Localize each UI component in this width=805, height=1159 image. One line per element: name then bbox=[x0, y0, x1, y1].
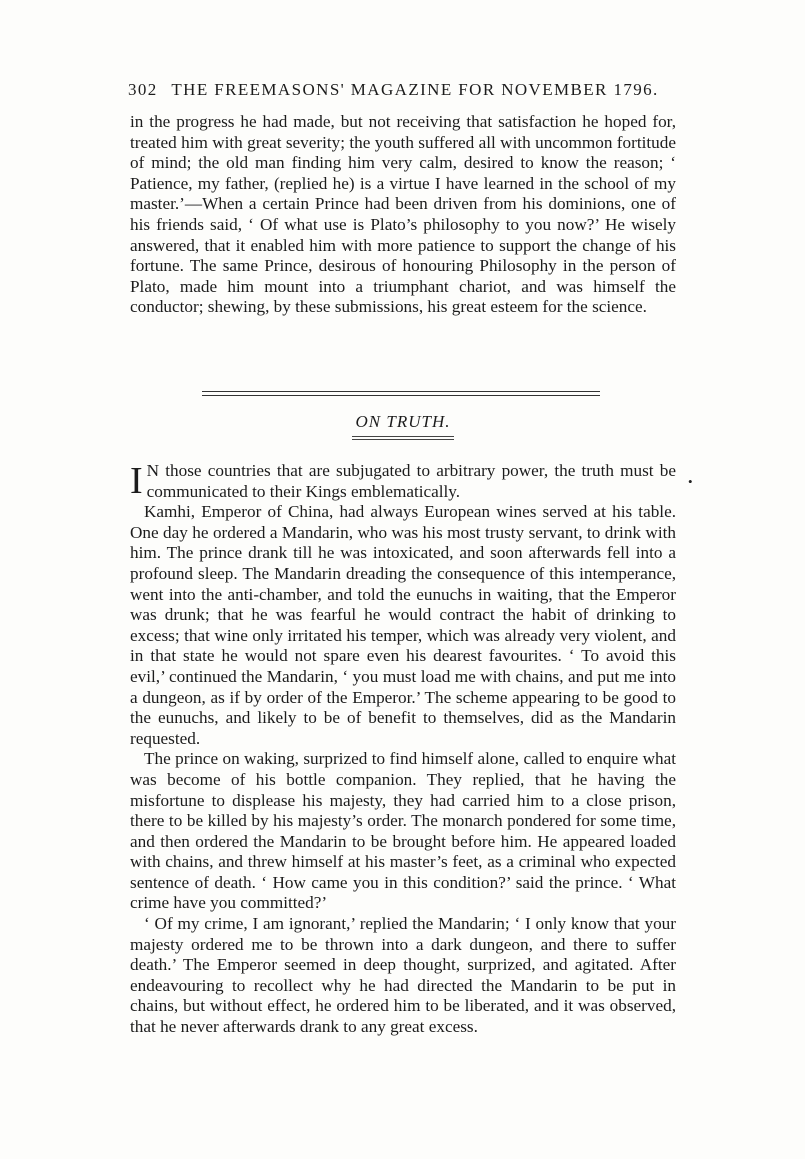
continued-paragraph: in the progress he had made, but not receiving that satisfaction he hoped for, treated him with great severity; the youth suffered all with uncommon fortitude of mind; the old man finding him very calm, desired to know the reason; ‘ Patience, my father, (replied he) is a virtue I have learned in the school of my master.’—When a certain Prince had been driven from his dominions, one of his friends said, ‘ Of what use is Plato’s philosophy to you now?’ He wisely answered, that it enabled him with more patience to support the change of his fortune. The same Prince, desirous of honouring Philosophy in the person of Plato, made him mount into a triumphant chariot, and was himself the conductor; shewing, by these submissions, his great esteem for the science. bbox=[130, 112, 676, 317]
page-number: 302 bbox=[128, 80, 158, 99]
article-paragraph-2: Kamhi, Emperor of China, had always European wines served at his table. One day he ordered a Mandarin, who was his most trusty servant, to drink with him. The prince drank till he was intoxicated, and soon afterwards fell into a profound sleep. The Mandarin dreading the consequence of this intemperance, went into the anti-chamber, and told the eunuchs in waiting, that the Emperor was drunk; that he was fearful he would contract the habit of drinking to excess; that wine only irritated his temper, which was already very violent, and in that state he would not spare even his dearest favourites. ‘ To avoid this evil,’ continued the Mandarin, ‘ you must load me with chains, and put me into a dungeon, as if by order of the Emperor.’ The scheme appearing to be good to the eunuchs, and likely to be of benefit to themselves, did as the Mandarin requested. bbox=[130, 502, 676, 748]
article-paragraph-1-text: N those countries that are subjugated to arbitrary power, the truth must be communicated to their Kings emblematically. bbox=[146, 461, 676, 501]
title-underline-rule bbox=[352, 436, 454, 440]
drop-cap: I bbox=[130, 460, 143, 502]
section-title: ON TRUTH. bbox=[355, 412, 451, 431]
running-title: THE FREEMASONS' MAGAZINE FOR NOVEMBER 1796. bbox=[171, 80, 659, 99]
article-body bbox=[130, 461, 676, 1038]
article-paragraph-3: The prince on waking, surprized to find himself alone, called to enquire what was become of his bottle companion. They replied, that he having the misfortune to displease his majesty, they had carried him to a close prison, there to be killed by his majesty’s order. The monarch pondered for some time, and then ordered the Mandarin to be brought before him. He appeared loaded with chains, and threw himself at his master’s feet, as a criminal who expected sentence of death. ‘ How came you in this condition?’ said the prince. ‘ What crime have you committed?’ bbox=[130, 749, 676, 913]
continued-text-block bbox=[130, 112, 676, 318]
article-paragraph-1 bbox=[130, 461, 676, 502]
article-paragraph-4: ‘ Of my crime, I am ignorant,’ replied the Mandarin; ‘ I only know that your majesty ordered me to be thrown into a dark dungeon, and there to suffer death.’ The Emperor seemed in deep thought, surprized, and agitated. After endeavouring to recollect why he had directed the Mandarin to be put in chains, but without effect, he ordered him to be liberated, and it was observed, that he never afterwards drank to any great excess. bbox=[130, 914, 676, 1037]
running-head bbox=[128, 80, 688, 100]
margin-dot-mark: • bbox=[688, 474, 693, 489]
section-divider-rule bbox=[202, 391, 600, 396]
